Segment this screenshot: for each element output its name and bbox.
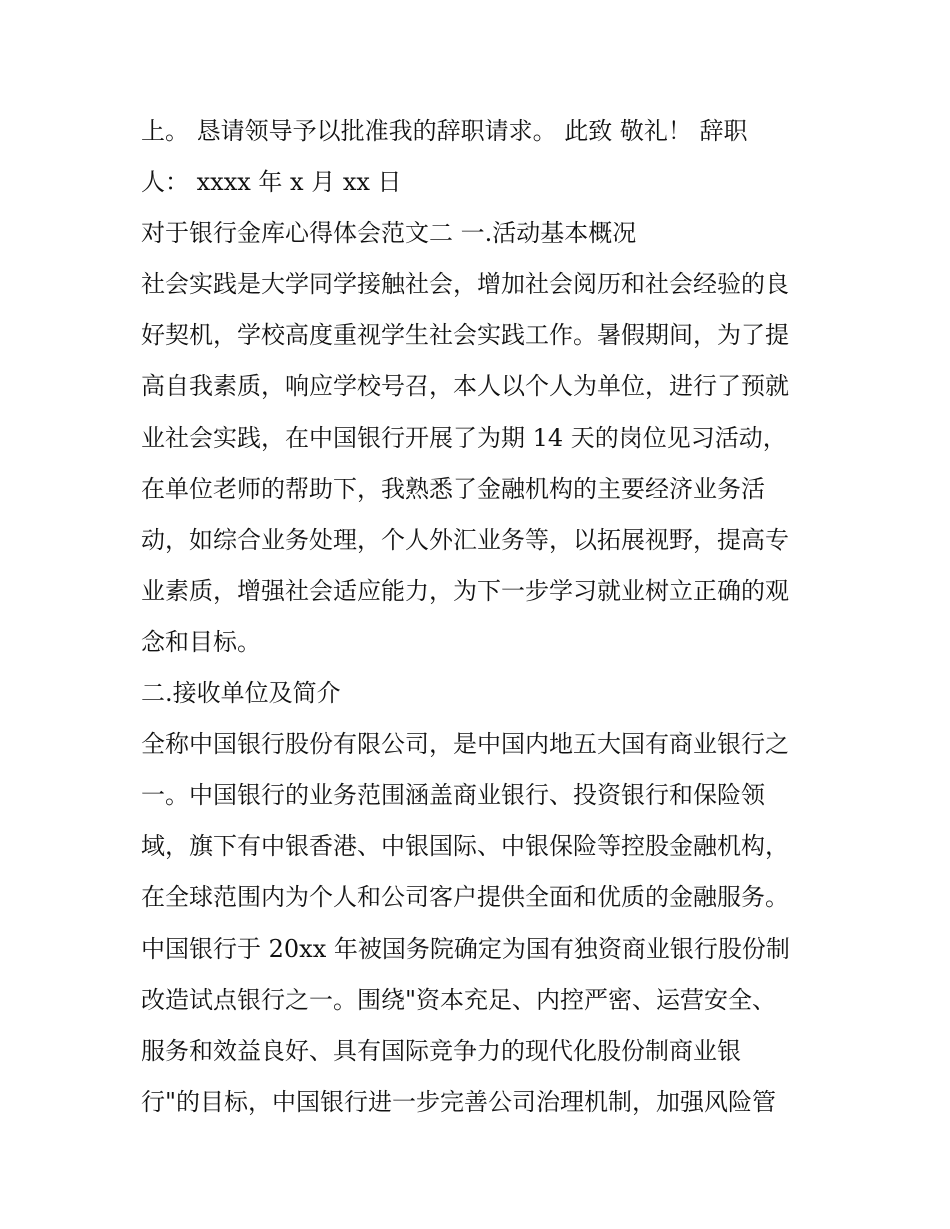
text-line: 改造试点银行之一。围绕"资本充足、内控严密、运营安全、	[141, 985, 777, 1014]
text-line: 上。 恳请领导予以批准我的辞职请求。 此致 敬礼！ 辞职	[141, 117, 748, 145]
text-line: 高自我素质，响应学校号召，本人以个人为单位，进行了预就	[141, 372, 789, 401]
text-line: 域，旗下有中银香港、中银国际、中银保险等控股金融机构，	[141, 832, 789, 861]
text-line: 好契机，学校高度重视学生社会实践工作。暑假期间，为了提	[141, 321, 789, 350]
text-line: 中国银行于 20xx 年被国务院确定为国有独资商业银行股份制	[141, 934, 790, 963]
section-heading: 二.接收单位及简介	[141, 679, 341, 708]
text-line: 社会实践是大学同学接触社会，增加社会阅历和社会经验的良	[141, 270, 789, 299]
document-body	[141, 106, 821, 1128]
text-line: 人： xxxx 年 x 月 xx 日	[141, 168, 402, 197]
text-line: 行"的目标，中国银行进一步完善公司治理机制，加强风险管	[141, 1087, 777, 1116]
text-line: 一。中国银行的业务范围涵盖商业银行、投资银行和保险领	[141, 781, 765, 810]
text-line: 在单位老师的帮助下，我熟悉了金融机构的主要经济业务活	[141, 474, 765, 503]
section-heading: 对于银行金库心得体会范文二 一.活动基本概况	[141, 219, 637, 248]
text-line: 动，如综合业务处理，个人外汇业务等，以拓展视野，提高专	[141, 525, 789, 554]
text-line: 业社会实践，在中国银行开展了为期 14 天的岗位见习活动，	[141, 423, 787, 452]
text-line: 服务和效益良好、具有国际竞争力的现代化股份制商业银	[141, 1036, 741, 1065]
text-line: 在全球范围内为个人和公司客户提供全面和优质的金融服务。	[141, 883, 789, 912]
text-line: 全称中国银行股份有限公司，是中国内地五大国有商业银行之	[141, 730, 789, 759]
text-line: 业素质，增强社会适应能力，为下一步学习就业树立正确的观	[141, 576, 789, 605]
text-line: 念和目标。	[141, 627, 261, 656]
